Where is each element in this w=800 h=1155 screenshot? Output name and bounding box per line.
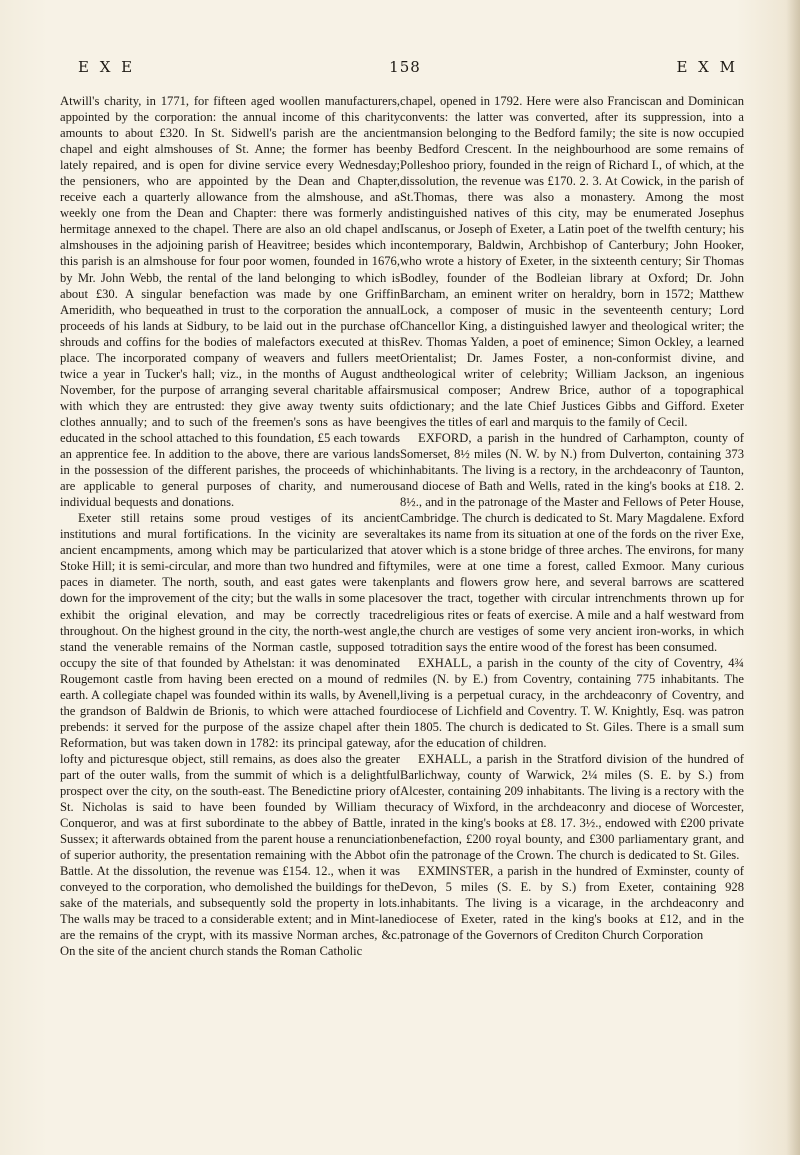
entry-headword: EXMINSTER <box>418 864 491 879</box>
entry-exhall-warwick <box>400 751 744 863</box>
entry-text: , a parish in the hundred of Carhampton, county of Somerset, 8½ miles (N. W. by N.) from Dulverton, containing 373 inhabitants. The living is a rectory, in the archdeaconry of Taunton, and diocese of Bath and Wells, rated in the king's books at £18. 2. 8½., and in the patronage of the Master and Fellows of Peter House, Cambridge. The church is dedicated to St. Mary Magdalene. Exford takes its name from its situation at one of the fords on the river Exe, over which is a stone bridge of three arches. The environs, for many miles, were at one time a forest, called Exmoor. Many curious plants and flowers grow here, and several barrows are scattered over the tract, together with circular intrenchments thrown up for religious rites or feats of exercise. A mile and a half westward from the church are vestiges of some very ancient iron-works, in which tradition says the entire wood of the forest has been consumed. <box>400 430 744 654</box>
header-left-guide-word: E X E <box>78 58 136 76</box>
entry-text: , a parish in the county of the city of Coventry, 4¾ miles (N. by E.) from Coventry, containing 775 inhabitants. The living is a perpetual curacy, in the archdeaconry of Coventry, and diocese of Lichfield and Coventry. T. W. Knightly, Esq. was patron in 1805. The church is dedicated to St. Giles. There is a small sum for the education of children. <box>400 655 744 750</box>
header-right-guide-word: E X M <box>676 58 738 76</box>
entry-exhall-coventry <box>400 655 744 751</box>
left-column <box>60 93 400 960</box>
entry-headword: EXHALL <box>418 655 469 670</box>
running-head <box>60 58 750 84</box>
entry-text: , a parish in the Stratford division of the hundred of Barlichway, county of Warwick, 2¼ miles (S. E. by S.) from Alcester, containing 209 inhabitants. The living is a rectory with the curacy of Wixford, in the archdeaconry and diocese of Worcester, rated in the king's books at £8. 17. 3½., endowed with £200 private benefaction, £200 royal bounty, and £300 parliamentary grant, and in the patronage of the Crown. The church is dedicated to St. Giles. <box>400 751 744 863</box>
entry-exford <box>400 430 744 655</box>
page-edge-shadow <box>786 0 800 1155</box>
paragraph-chapel-natives: chapel, opened in 1792. Here were also Franciscan and Dominican convents: the latter was converted, after its suppression, into a mansion belonging to the Bedford family; the site is now occupied by Bedford Crescent. In the neighbourhood are some remains of Polleshoo priory, founded in the reign of Richard I., of which, at the dissolution, the revenue was £170. 2. 3. At Cowick, in the parish of St.Thomas, there was also a monastery. Among the most distinguished natives of this city, may be enumerated Josephus Iscanus, or Joseph of Exeter, a Latin poet of the twelfth century; his contemporary, Baldwin, Archbishop of Canterbury; John Hooker, who wrote a history of Exeter, in the sixteenth century; Sir Thomas Bodley, founder of the Bodleian library at Oxford; Dr. John Barcham, an eminent writer on heraldry, born in 1572; Matthew Lock, a composer of music in the seventeenth century; Lord Chancellor King, a distinguished lawyer and theological writer; the Rev. Thomas Yalden, a poet of eminence; Simon Ockley, a learned Orientalist; Dr. James Foster, a non-conformist divine, and theological writer of celebrity; William Jackson, an ingenious musical composer; Andrew Brice, author of a topographical dictionary; and the late Chief Justices Gibbs and Gifford. Exeter gives the titles of earl and marquis to the family of Cecil. <box>400 94 744 429</box>
page-number: 158 <box>389 58 421 76</box>
paragraph-charities: Atwill's charity, in 1771, for fifteen aged woollen manufacturers, appointed by the corporation: the annual income of this charity amounts to about £320. In St. Sidwell's parish are the ancient chapel and eight almshouses of St. Anne; the former has been lately repaired, and is open for divine service every Wednesday; the pensioners, who are appointed by the Dean and Chapter, receive each a quarterly allowance from the almshouse, and a weekly one from the Dean and Chapter: there was formerly an hermitage annexed to the chapel. There are also an old chapel and almshouses in the adjoining parish of Heavitree; besides which in this parish is an almshouse for four poor women, founded in 1676, by Mr. John Webb, the rental of the land belonging to which is about £30. A singular benefaction was made by one Griffin Ameridith, who bequeathed in trust to the corporation the annual proceeds of his lands at Sidbury, to be laid out in the purchase of shrouds and coffins for the bodies of malefactors executed at this place. The incorporated company of weavers and fullers meet twice a year in Tucker's hall; viz., in the months of August and November, for the purpose of arranging several charitable affairs with which they are entrusted: they give away twenty suits of clothes annually; and to such of the freemen's sons as have been educated in the school attached to this foundation, £5 each towards an apprentice fee. In addition to the above, there are various lands in the possession of the different parishes, the proceeds of which are applicable to general purposes of charity, and numerous individual bequests and donations. <box>60 94 400 510</box>
entry-headword: EXHALL <box>418 751 469 766</box>
entry-exminster <box>400 863 744 943</box>
entry-text: , a parish in the hundred of Exminster, county of Devon, 5 miles (S. E. by S.) from Exeter, containing 928 inhabitants. The living is a vicarage, in the archdeaconry and diocese of Exeter, rated in the king's books at £12, and in the patronage of the Governors of Crediton Church Corporation <box>400 864 744 943</box>
paragraph-antiquities: Exeter still retains some proud vestiges of its ancient institutions and mural fortifications. In the vicinity are several ancient encampments, among which may be particularized that at Stoke Hill; it is semi-circular, and more than two hundred and fifty paces in diameter. The north, south, and east gates were taken down for the improvement of the city; but the walls in some places exhibit the original elevation, and may be correctly traced throughout. On the highest ground in the city, the north-west angle, stand the venerable remains of the Norman castle, supposed to occupy the site of that founded by Athelstan: it was denominated Rougemont castle from having been erected on a mound of red earth. A collegiate chapel was founded within its walls, by Avenell, the grandson of Baldwin de Brionis, to which were attached four prebends: it served for the purpose of the assize chapel after the Reformation, but was taken down in 1782: its principal gateway, a lofty and picturesque object, still remains, as does also the greater part of the outer walls, from the summit of which is a delightful prospect over the city, on the south-east. The Benedictine priory of St. Nicholas is said to have been founded by William the Conqueror, and was at first subordinate to the abbey of Battle, in Sussex; it afterwards obtained from the parent house a renunciation of superior authority, the presentation remaining with the Abbot of Battle. At the dissolution, the revenue was £154. 12., when it was conveyed to the corporation, who demolished the buildings for the sake of the materials, and subsequently sold the property in lots. The walls may be traced to a considerable extent; and in Mint-lane are the remains of the crypt, with its massive Norman arches, &c. On the site of the ancient church stands the Roman Catholic <box>60 511 400 959</box>
entry-headword: EXFORD <box>418 430 469 445</box>
right-column <box>400 93 744 943</box>
